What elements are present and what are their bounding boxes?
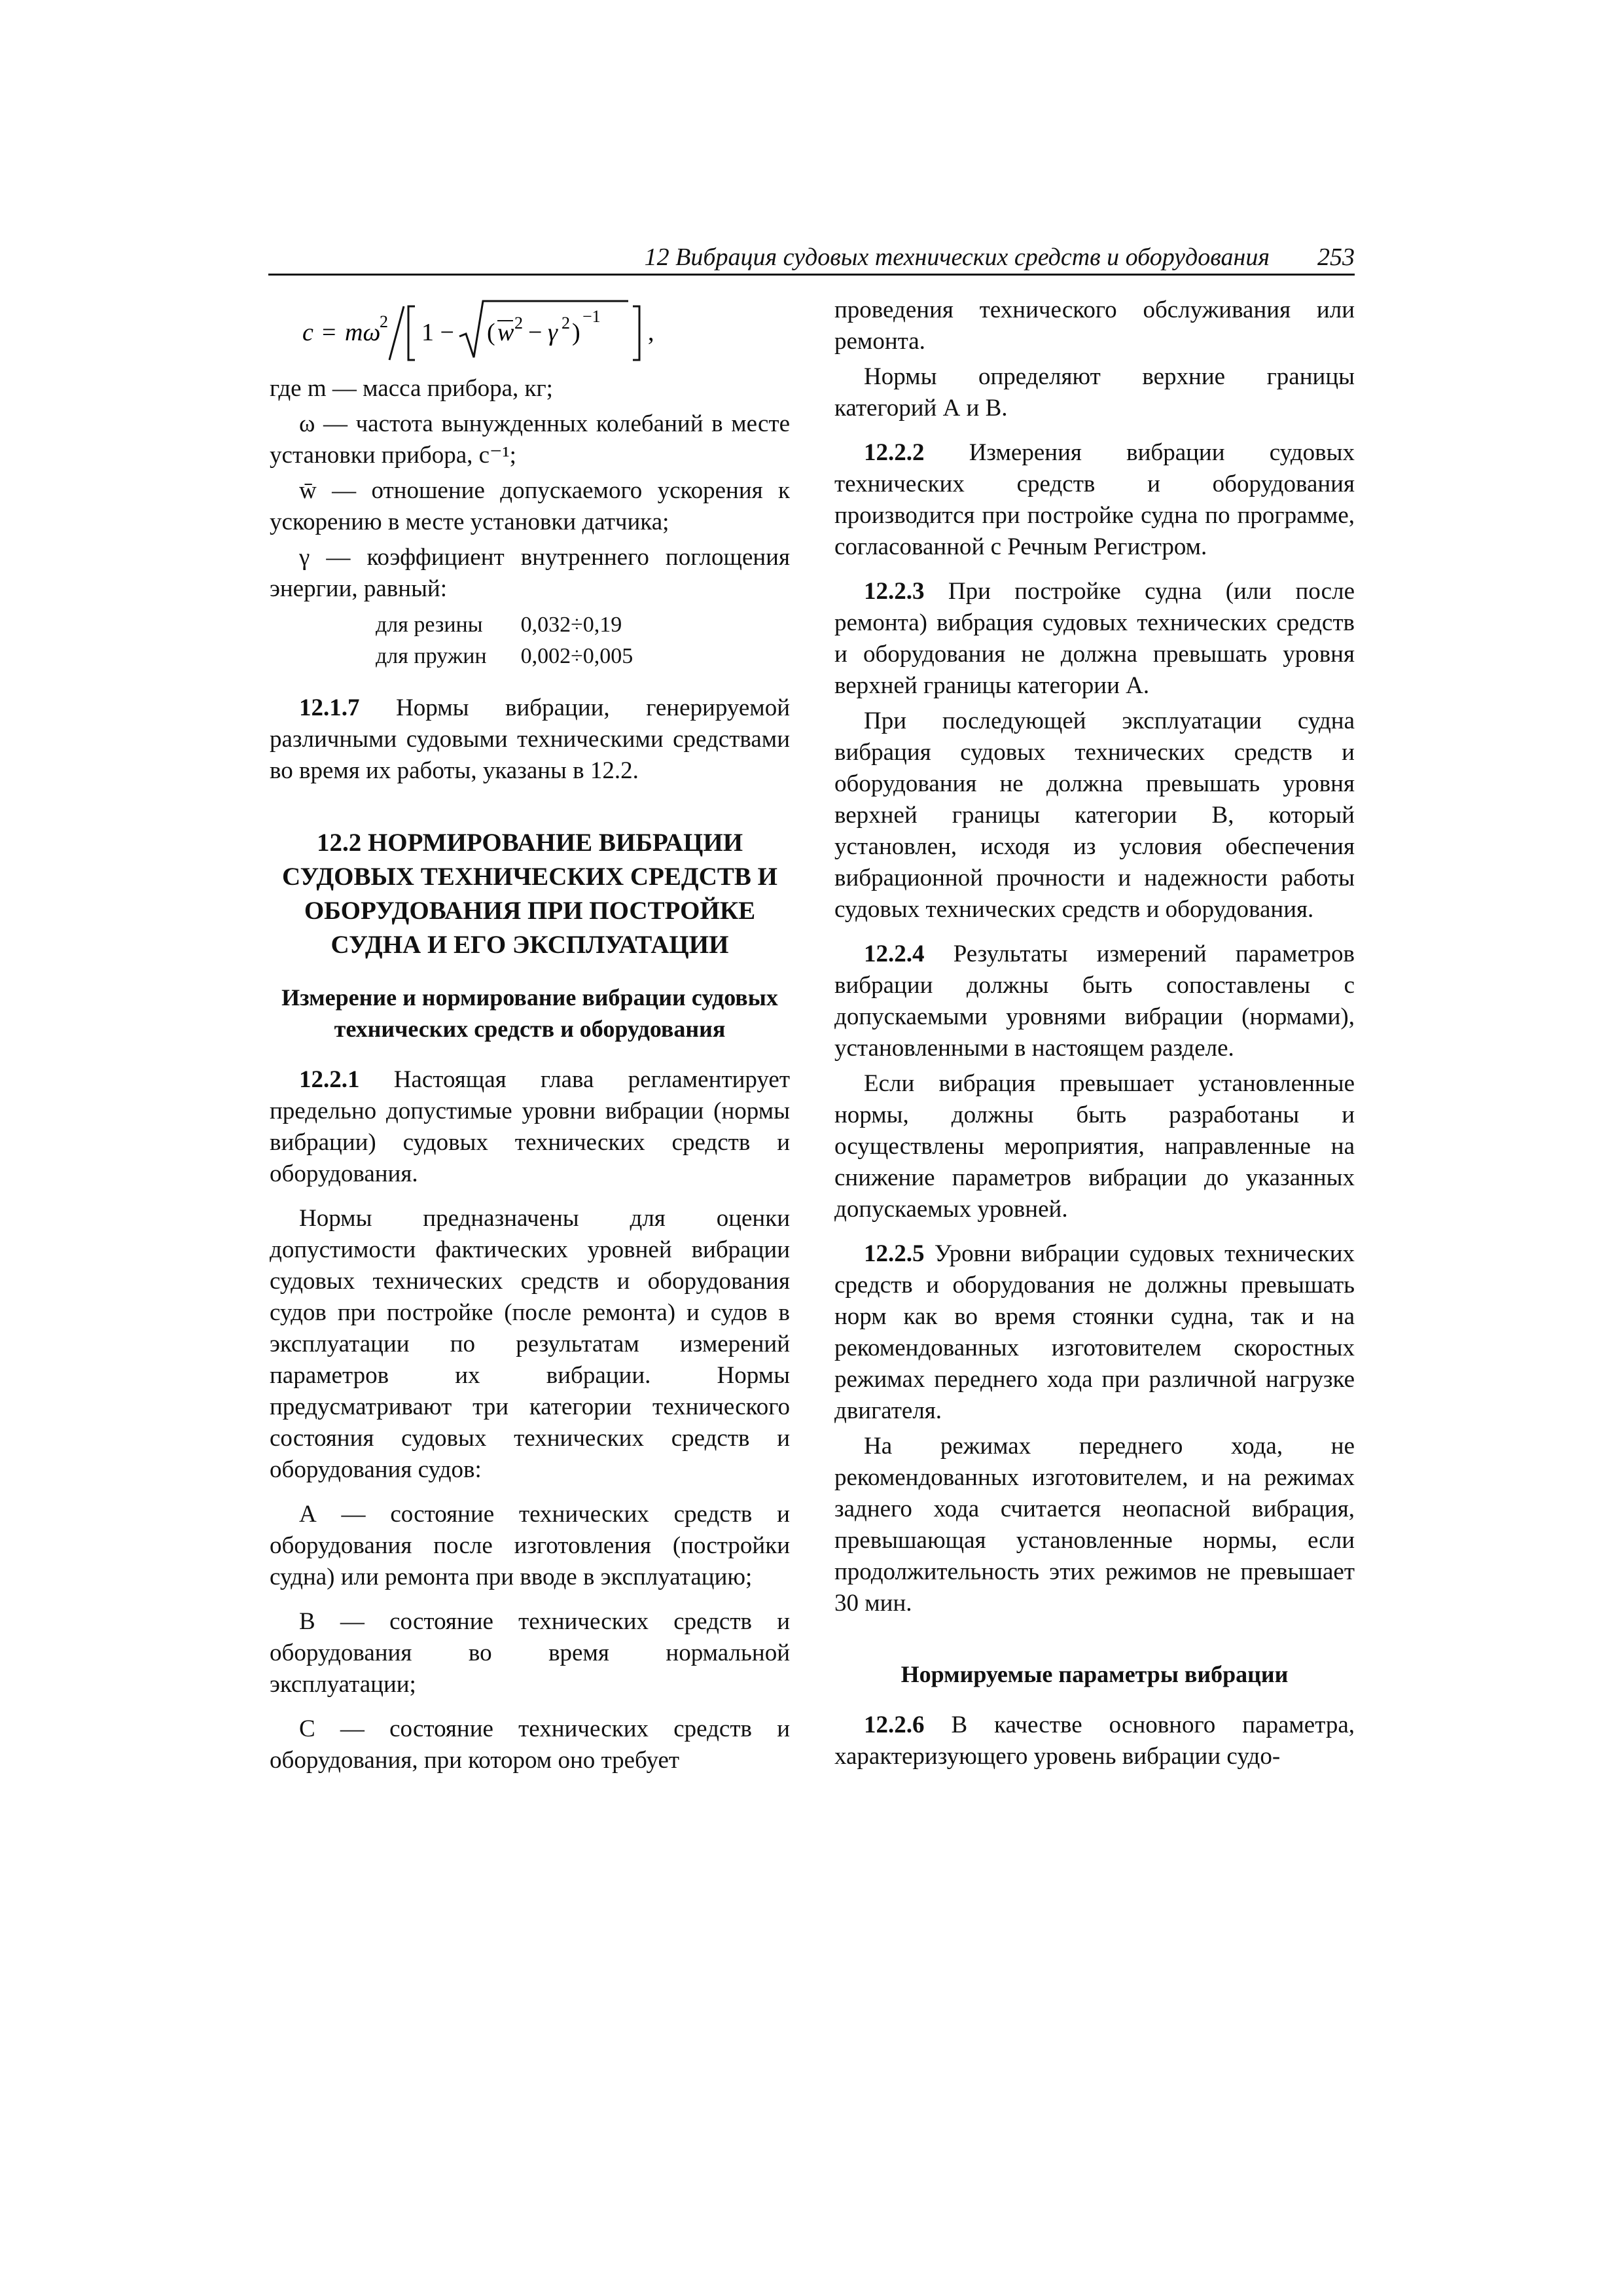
def-gamma: γ — коэффициент внутреннего поглощения энергии, равный: — [270, 544, 790, 602]
category-c: С — состояние технических средств и оборудования, при котором оно требует — [270, 1715, 790, 1774]
svg-text:2: 2 — [514, 314, 523, 332]
svg-text:−1: −1 — [582, 307, 601, 326]
paragraph-12-2-4 — [834, 939, 1355, 1064]
clause-number: 12.2.1 — [299, 1066, 360, 1093]
clause-number: 12.2.2 — [864, 439, 925, 466]
paragraph-12-2-5 — [834, 1238, 1355, 1427]
paragraph-modes: На режимах переднего хода, не рекомендованных изготовителем, и на режимах заднего хода считается неопасной вибрация, превышающая установленные нормы, если продолжительность этих режимов не превышает 30 мин. — [834, 1433, 1355, 1617]
clause-text: Нормы вибрации, генерируемой различными судовыми техническими средствами во время их работы, указаны в 12.2. — [270, 694, 790, 784]
material-name: для резины — [376, 613, 483, 637]
paragraph-12-2-1 — [270, 1064, 790, 1190]
subsection-title: Измерение и нормирование вибрации судовых технических средств и оборудования — [281, 984, 778, 1042]
paragraph-exceed: Если вибрация превышает установленные нормы, должны быть разработаны и осуществлены мероприятия, направленные на снижение параметров вибрации до указанных допускаемых уровней. — [834, 1070, 1355, 1223]
running-header — [268, 241, 1355, 276]
material-value: 0,002÷0,005 — [520, 644, 633, 668]
svg-text:,: , — [648, 319, 654, 346]
svg-text:): ) — [572, 319, 580, 346]
left-column — [270, 295, 790, 1789]
stiffness-formula — [270, 295, 790, 367]
table-row — [376, 641, 666, 672]
clause-number: 12.2.5 — [864, 1240, 925, 1267]
clause-number: 12.2.4 — [864, 941, 925, 967]
category-b: В — состояние технических средств и оборудования во время нормальной эксплуатации; — [270, 1608, 790, 1698]
def-omega: ω — частота вынужденных колебаний в месте установки прибора, с⁻¹; — [270, 410, 790, 469]
clause-number: 12.2.3 — [864, 578, 925, 605]
running-header-title: 12 Вибрация судовых технических средств и оборудования — [644, 243, 1270, 271]
clause-text: При постройке судна (или после ремонта) вибрация судовых технических средств и оборудования не должна превышать уровня верхней границы категории А. — [834, 578, 1355, 699]
clause-number: 12.2.6 — [864, 1712, 925, 1738]
clause-text: В качестве основного параметра, характеризующего уровень вибрации судо- — [834, 1712, 1355, 1770]
paragraph-norms: Нормы предназначены для оценки допустимости фактических уровней вибрации судовых технических средств и оборудования судов при постройке (после ремонта) и судов в эксплуатации по результатам измерений параметров их вибрации. Нормы предусматривают три категории технического состояния судовых технических средств и оборудования судов: — [270, 1205, 790, 1483]
section-title: 12.2 НОРМИРОВАНИЕ ВИБРАЦИИ СУДОВЫХ ТЕХНИЧЕСКИХ СРЕДСТВ И ОБОРУДОВАНИЯ ПРИ ПОСТРОЙКЕ СУДНА И ЕГО ЭКСПЛУАТАЦИИ — [281, 829, 777, 959]
svg-text:2: 2 — [380, 312, 388, 331]
material-coefficients — [374, 609, 667, 673]
paragraph-upper-limits: Нормы определяют верхние границы категорий А и В. — [834, 363, 1355, 422]
category-a: А — состояние технических средств и оборудования после изготовления (постройки судна) или ремонта при вводе в эксплуатацию; — [270, 1501, 790, 1590]
clause-number: 12.1.7 — [299, 694, 360, 721]
svg-text:mω: mω — [345, 319, 381, 346]
svg-text:1 −: 1 − — [421, 319, 454, 346]
svg-text:−: − — [528, 319, 543, 346]
subsection-title: Нормируемые параметры вибрации — [901, 1661, 1289, 1687]
def-m: где m — масса прибора, кг; — [270, 375, 553, 402]
paragraph-12-2-3 — [834, 576, 1355, 702]
page-number: 253 — [1317, 243, 1355, 271]
material-name: для пружин — [376, 644, 487, 668]
svg-text:(: ( — [487, 319, 495, 346]
svg-text:=: = — [322, 319, 336, 346]
material-value: 0,032÷0,19 — [520, 613, 622, 637]
def-w: w̄ — отношение допускаемого ускорения к ускорению в месте установки датчика; — [270, 477, 790, 535]
paragraph-12-1-7 — [270, 692, 790, 787]
svg-text:w: w — [497, 319, 514, 346]
paragraph-continuation: проведения технического обслуживания или ремонта. — [834, 296, 1355, 355]
svg-text:c: c — [302, 319, 313, 346]
svg-text:γ: γ — [548, 319, 558, 346]
right-column — [834, 295, 1355, 1785]
clause-text: Измерения вибрации судовых технических средств и оборудования производится при постройке судна по программе, согласованной с Речным Регистром. — [834, 439, 1355, 560]
table-row — [376, 610, 666, 640]
clause-text: Уровни вибрации судовых технических средств и оборудования не должны превышать норм как во время стоянки судна, так и на рекомендованных изготовителем скоростных режимах переднего хода при различной нагрузке двигателя. — [834, 1240, 1355, 1424]
svg-text:2: 2 — [562, 314, 570, 332]
clause-text: Настоящая глава регламентирует предельно допустимые уровни вибрации (нормы вибрации) судовых технических средств и оборудования. — [270, 1066, 790, 1187]
paragraph-operation: При последующей эксплуатации судна вибрация судовых технических средств и оборудования не должна превышать уровня верхней границы категории В, который установлен, исходя из условия обеспечения вибрационной прочности и надежности работы судовых технических средств и оборудования. — [834, 708, 1355, 923]
clause-text: Результаты измерений параметров вибрации должны быть сопоставлены с допускаемыми уровнями вибрации (нормами), установленными в настоящем разделе. — [834, 941, 1355, 1062]
paragraph-12-2-6 — [834, 1710, 1355, 1772]
paragraph-12-2-2 — [834, 437, 1355, 563]
